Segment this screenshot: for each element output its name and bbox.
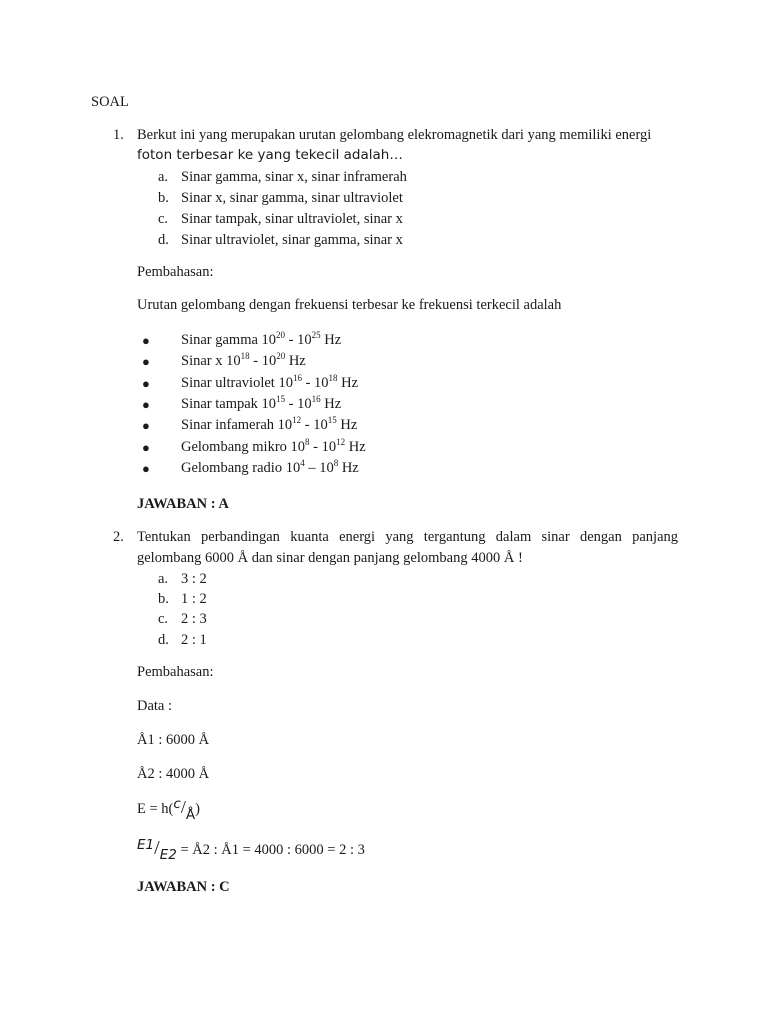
bullet-item: Sinar tampak $10^{15} - 10^{16}$ Hz bbox=[181, 394, 342, 412]
q1-option-b-text: Sinar x, sinar gamma, sinar ultraviolet bbox=[181, 190, 403, 206]
bullet-item: Sinar ultraviolet $10^{16} - 10^{18}$ Hz bbox=[181, 373, 359, 391]
q1-discussion-intro: Urutan gelombang dengan frekuensi terbesar ke frekuensi terkecil adalah bbox=[137, 297, 562, 313]
bullet-item: Gelombang radio $10^4 - 10^8$ Hz bbox=[181, 458, 359, 476]
q1-option-d-text: Sinar ultraviolet, sinar gamma, sinar x bbox=[181, 232, 403, 248]
bullet-icon: ● bbox=[142, 440, 150, 455]
q2-option-d-text: 2 : 1 bbox=[181, 632, 207, 648]
page-heading: SOAL bbox=[91, 94, 129, 110]
question-1-number: 1. bbox=[113, 127, 124, 143]
q1-option-c-letter: c. bbox=[158, 211, 169, 227]
q2-option-a-text: 3 : 2 bbox=[181, 571, 207, 587]
question-1-text-line2: foton terbesar ke yang tekecil adalah… bbox=[137, 147, 403, 163]
q2-option-c-text: 2 : 3 bbox=[181, 611, 207, 627]
q1-answer: JAWABAN : A bbox=[137, 496, 229, 512]
bullet-icon: ● bbox=[142, 354, 150, 369]
q2-option-c-letter: c. bbox=[158, 611, 169, 627]
q2-discussion-label: Pembahasan: bbox=[137, 664, 214, 680]
q2-option-b-text: 1 : 2 bbox=[181, 591, 207, 607]
q1-option-a-text: Sinar gamma, sinar x, sinar inframerah bbox=[181, 169, 407, 185]
question-2-text-line2: gelombang 6000 Å dan sinar dengan panjang gelombang 4000 Å ! bbox=[137, 550, 523, 566]
q2-data-label: Data : bbox=[137, 698, 173, 714]
q2-data-line1: Å1 : 6000 Å bbox=[137, 732, 210, 748]
q2-data-line2: Å2 : 4000 Å bbox=[137, 766, 210, 782]
q1-option-d-letter: d. bbox=[158, 232, 169, 248]
question-2-text-line1: Tentukan perbandingan kuanta energi yang tergantung dalam sinar dengan panjang bbox=[137, 529, 678, 545]
energy-formula: E = h(c/Å) bbox=[137, 796, 200, 823]
question-2-number: 2. bbox=[113, 529, 124, 545]
q2-option-d-letter: d. bbox=[158, 632, 169, 648]
bullet-item: Sinar x $10^{18} - 10^{20}$ Hz bbox=[181, 351, 306, 369]
q2-option-a-letter: a. bbox=[158, 571, 169, 587]
q1-option-b-letter: b. bbox=[158, 190, 169, 206]
q1-option-a-letter: a. bbox=[158, 169, 169, 185]
bullet-item: Sinar gamma $10^{20} - 10^{25}$ Hz bbox=[181, 330, 342, 348]
energy-ratio: E1/E2 = Å2 : Å1 = 4000 : 6000 = 2 : 3 bbox=[137, 837, 365, 863]
bullet-icon: ● bbox=[142, 418, 150, 433]
bullet-item: Sinar infamerah $10^{12} - 10^{15}$ Hz bbox=[181, 415, 358, 433]
bullet-icon: ● bbox=[142, 376, 150, 391]
bullet-icon: ● bbox=[142, 397, 150, 412]
q2-answer: JAWABAN : C bbox=[137, 879, 230, 895]
q1-discussion-label: Pembahasan: bbox=[137, 264, 214, 280]
bullet-icon: ● bbox=[142, 333, 150, 348]
bullet-item: Gelombang mikro $10^8 - 10^{12}$ Hz bbox=[181, 437, 366, 455]
bullet-icon: ● bbox=[142, 461, 150, 476]
q2-option-b-letter: b. bbox=[158, 591, 169, 607]
q1-option-c-text: Sinar tampak, sinar ultraviolet, sinar x bbox=[181, 211, 403, 227]
question-1-text-line1: Berkut ini yang merupakan urutan gelombang elekromagnetik dari yang memiliki energi bbox=[137, 127, 652, 143]
